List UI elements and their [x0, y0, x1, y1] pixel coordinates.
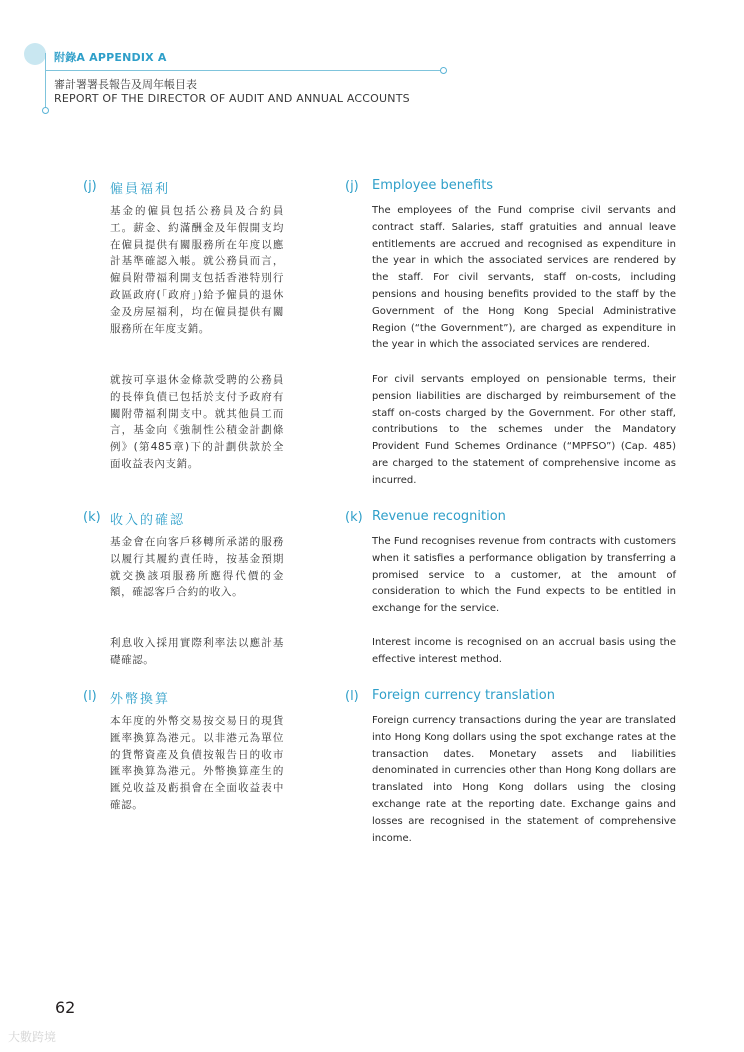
header-horizontal-rule: [46, 70, 442, 71]
section-k-en-paragraph-1: The Fund recognises revenue from contracts with customers when it satisfies a performance obligation by transferring a promised service to a customer, at the amount of consideration to which the Fund expects to be entitled in exchange for the service.: [372, 536, 676, 615]
watermark-logo: 大數跨境: [8, 1030, 57, 1044]
section-k-title-en: Revenue recognition: [372, 509, 506, 524]
header-vertical-end-dot: [42, 107, 49, 114]
section-k-letter-en: (k): [345, 510, 363, 525]
appendix-label: 附錄A APPENDIX A: [54, 51, 167, 64]
section-k-letter-zh: (k): [83, 510, 101, 525]
section-k-zh-paragraph-2: 利息收入採用實際利率法以應計基礎確認。: [110, 637, 284, 666]
section-j-en-paragraph-1: The employees of the Fund comprise civil servants and contract staff. Salaries, staff gratuities and annual leave entitlements are accrued and recognised as expenditure in the year in which the associated services are rendered by the staff. For civil servants, staff on-costs, including pensions and housing benefits provided to the staff by the Government of the Hong Kong Special Administrative Region (“the Government”), are charged as expenditure in the year in which the associated services are rendered.: [372, 205, 676, 351]
section-l-title-zh: 外幣換算: [110, 692, 171, 707]
report-title-zh: 審計署署長報告及周年帳目表: [54, 78, 197, 91]
section-j-letter-zh: (j): [83, 179, 97, 194]
section-k-zh-paragraph-1: 基金會在向客戶移轉所承諾的服務以履行其履約責任時，按基金預期就交換該項服務所應得代價的金額，確認客戶合約的收入。: [110, 536, 284, 599]
section-k-en-paragraph-2: Interest income is recognised on an accrual basis using the effective interest method.: [372, 637, 676, 665]
section-j-zh-paragraph-1: 基金的僱員包括公務員及合約員工。薪金、約滿酬金及年假開支均在僱員提供有關服務所在年度以應計基準確認入帳。就公務員而言，僱員附帶福利開支包括香港特別行政區政府(「政府」)給予僱員的退休金及房屋福利，均在僱員提供有關服務所在年度支銷。: [110, 205, 284, 335]
section-j-en-paragraph-2: For civil servants employed on pensionable terms, their pension liabilities are discharged by reimbursement of the staff on-costs charged by the Government. For other staff, contributions to the schemes under the Mandatory Provident Fund Schemes Ordinance (“MPFSO”) (Cap. 485) are charged to the statement of comprehensive income as incurred.: [372, 374, 676, 486]
section-k-title-zh: 收入的確認: [110, 513, 186, 528]
section-j-letter-en: (j): [345, 179, 359, 194]
section-l-letter-zh: (l): [83, 689, 97, 704]
report-title-en: REPORT OF THE DIRECTOR OF AUDIT AND ANNUAL ACCOUNTS: [54, 92, 410, 105]
header-vertical-rule: [45, 53, 46, 109]
header-rule-end-dot: [440, 67, 447, 74]
section-l-zh-paragraph-1: 本年度的外幣交易按交易日的現貨匯率換算為港元。以非港元為單位的貨幣資產及負債按報告日的收市匯率換算為港元。外幣換算產生的匯兑收益及虧損會在全面收益表中確認。: [110, 715, 284, 811]
page-number: 62: [55, 998, 76, 1017]
section-l-title-en: Foreign currency translation: [372, 688, 555, 703]
section-j-zh-paragraph-2: 就按可享退休金條款受聘的公務員的長俸負債已包括於支付予政府有關附帶福利開支中。就其他員工而言，基金向《強制性公積金計劃條例》(第485章)下的計劃供款於全面收益表內支銷。: [110, 374, 284, 470]
section-j-title-zh: 僱員福利: [110, 182, 171, 197]
section-l-letter-en: (l): [345, 689, 359, 704]
header-circle-decoration: [24, 43, 46, 65]
section-j-title-en: Employee benefits: [372, 178, 494, 193]
section-l-en-paragraph-1: Foreign currency transactions during the year are translated into Hong Kong dollars using the spot exchange rates at the transaction dates. Monetary assets and liabilities denominated in currencies other than Hong Kong dollars are translated into Hong Kong dollars using the closing exchange rate at the reporting date. Exchange gains and losses are recognised in the statement of comprehensive income.: [372, 715, 676, 844]
